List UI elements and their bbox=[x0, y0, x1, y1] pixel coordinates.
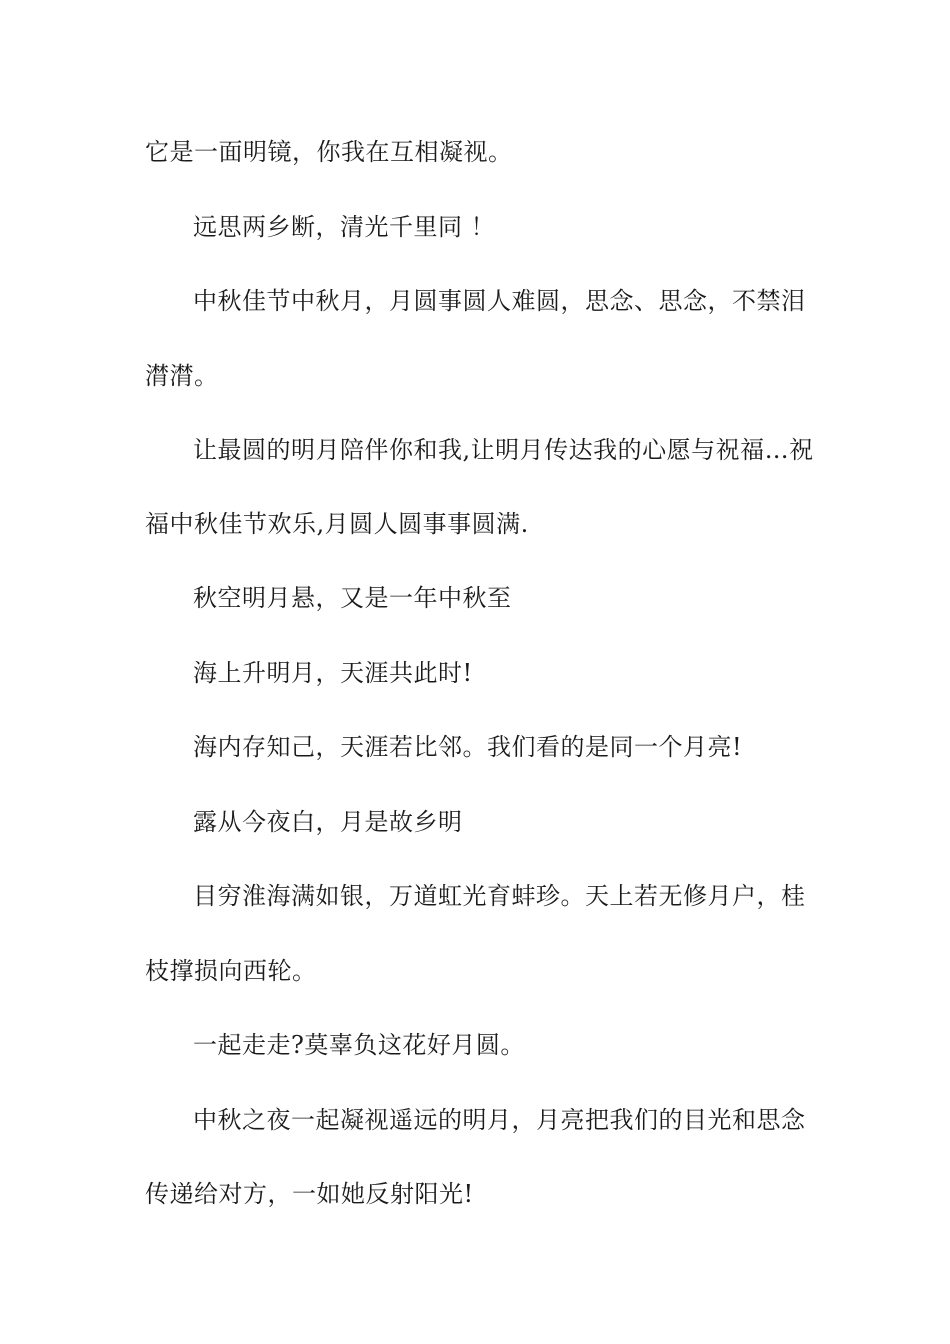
text-line: 海内存知己，天涯若比邻。我们看的是同一个月亮! bbox=[193, 733, 743, 761]
text-line: 传递给对方，一如她反射阳光! bbox=[145, 1180, 474, 1208]
text-line: 海上升明月，天涯共此时! bbox=[193, 659, 473, 687]
text-line: 秋空明月悬，又是一年中秋至 bbox=[193, 584, 512, 612]
text-line: 目穷淮海满如银，万道虹光育蚌珍。天上若无修月户，桂 bbox=[193, 882, 806, 910]
text-line: 露从今夜白，月是故乡明 bbox=[193, 808, 463, 836]
text-line: 它是一面明镜，你我在互相凝视。 bbox=[145, 138, 513, 166]
text-line: 枝撑损向西轮。 bbox=[145, 957, 317, 985]
text-line: 一起走走?莫辜负这花好月圆。 bbox=[193, 1031, 525, 1059]
text-line: 远思两乡断，清光千里同 ！ bbox=[193, 213, 496, 241]
text-line: 中秋佳节中秋月，月圆事圆人难圆，思念、思念，不禁泪 bbox=[193, 287, 806, 315]
text-line: 潸潸。 bbox=[145, 362, 219, 390]
text-line: 中秋之夜一起凝视遥远的明月，月亮把我们的目光和思念 bbox=[193, 1106, 806, 1134]
text-line: 福中秋佳节欢乐,月圆人圆事事圆满. bbox=[145, 510, 529, 538]
text-line: 让最圆的明月陪伴你和我,让明月传达我的心愿与祝福…祝 bbox=[193, 436, 814, 464]
